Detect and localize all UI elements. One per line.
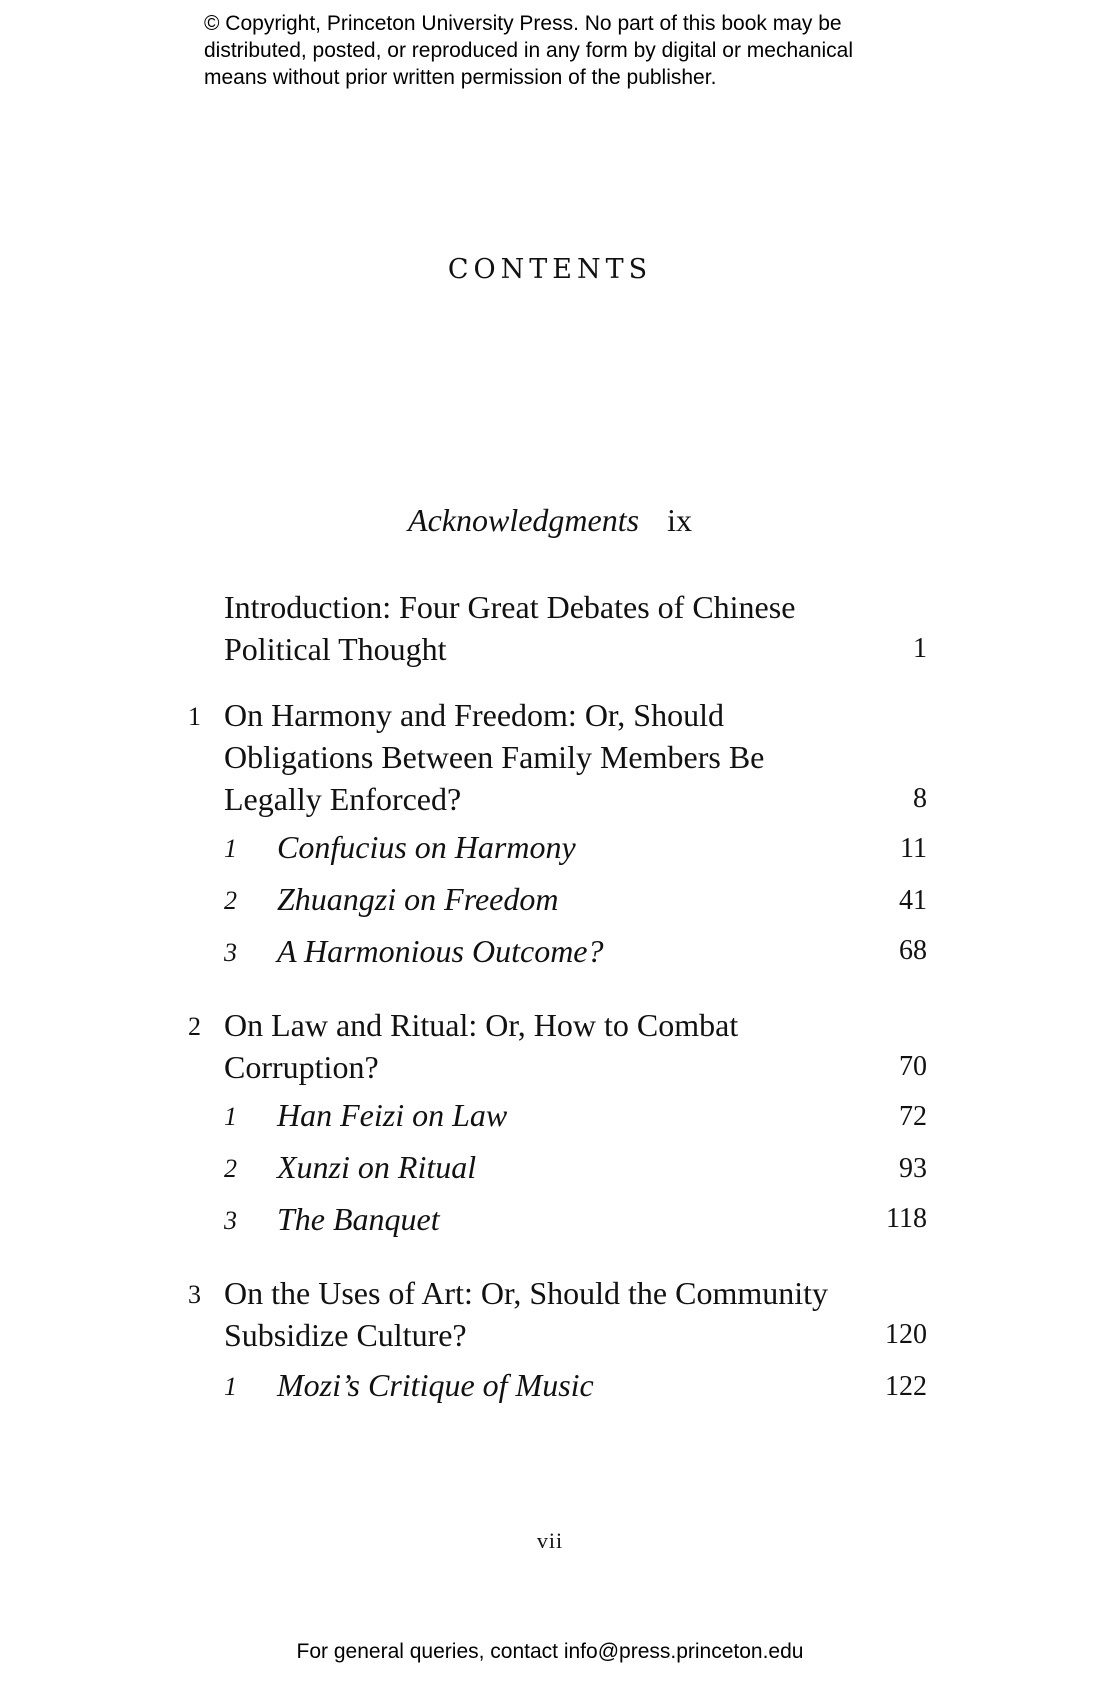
toc-section-2-3[interactable]: The Banquet	[277, 1201, 440, 1237]
chapter-2-title-line-1: On Law and Ritual: Or, How to Combat	[224, 1007, 739, 1043]
chapter-3-title-line-1: On the Uses of Art: Or, Should the Community	[224, 1275, 829, 1311]
acknowledgments-label: Acknowledgments	[408, 502, 640, 538]
chapter-1-title-line-2: Obligations Between Family Members Be	[224, 739, 765, 775]
section-1-3-page: 68	[899, 935, 927, 966]
chapter-1-page: 8	[913, 783, 927, 814]
chapter-2-number: 2	[188, 1012, 201, 1041]
section-2-2-page: 93	[899, 1153, 927, 1184]
section-1-2-page: 41	[899, 885, 927, 916]
chapter-3-number: 3	[188, 1280, 201, 1309]
toc-chapter-1[interactable]	[224, 694, 844, 820]
toc-introduction[interactable]	[224, 586, 844, 670]
chapter-3-page: 120	[885, 1319, 927, 1350]
introduction-title-line-2: Political Thought	[224, 631, 447, 667]
toc-section-1-1[interactable]: Confucius on Harmony	[277, 829, 576, 865]
section-3-1-number: 1	[224, 1372, 237, 1401]
copyright-line-2: distributed, posted, or reproduced in any form by digital or mechanical	[204, 39, 854, 62]
section-1-1-number: 1	[224, 834, 237, 863]
chapter-2-title-line-2: Corruption?	[224, 1049, 379, 1085]
introduction-title-line-1: Introduction: Four Great Debates of Chinese	[224, 589, 796, 625]
section-1-1-page: 11	[900, 833, 927, 864]
chapter-2-page: 70	[899, 1051, 927, 1082]
copyright-notice	[204, 10, 964, 91]
chapter-1-number: 1	[188, 702, 201, 731]
chapter-3-title-line-2: Subsidize Culture?	[224, 1317, 467, 1353]
toc-section-2-2[interactable]: Xunzi on Ritual	[277, 1149, 477, 1185]
page-number: vii	[536, 1528, 564, 1553]
section-2-1-page: 72	[899, 1101, 927, 1132]
copyright-line-3: means without prior written permission of the publisher.	[204, 66, 717, 89]
acknowledgments-page: ix	[667, 502, 692, 538]
section-1-3-number: 3	[224, 938, 237, 967]
section-2-3-number: 3	[224, 1206, 237, 1235]
chapter-1-title-line-3: Legally Enforced?	[224, 781, 462, 817]
section-2-3-page: 118	[886, 1203, 927, 1234]
toc-chapter-2[interactable]	[224, 1004, 844, 1088]
section-3-1-page: 122	[885, 1371, 927, 1402]
contact-footer: For general queries, contact info@press.princeton.edu	[296, 1640, 804, 1663]
copyright-line-1: © Copyright, Princeton University Press. No part of this book may be	[204, 12, 842, 35]
page-title: CONTENTS	[447, 254, 653, 285]
section-2-2-number: 2	[224, 1154, 237, 1183]
section-2-1-number: 1	[224, 1102, 237, 1131]
toc-section-1-3[interactable]: A Harmonious Outcome?	[277, 933, 604, 969]
chapter-1-title-line-1: On Harmony and Freedom: Or, Should	[224, 697, 724, 733]
section-1-2-number: 2	[224, 886, 237, 915]
toc-section-2-1[interactable]: Han Feizi on Law	[277, 1097, 508, 1133]
toc-acknowledgments[interactable]	[0, 502, 1100, 539]
introduction-page: 1	[913, 633, 927, 664]
toc-chapter-3[interactable]	[224, 1272, 844, 1356]
toc-section-3-1[interactable]: Mozi’s Critique of Music	[277, 1367, 594, 1403]
toc-section-1-2[interactable]: Zhuangzi on Freedom	[277, 881, 559, 917]
